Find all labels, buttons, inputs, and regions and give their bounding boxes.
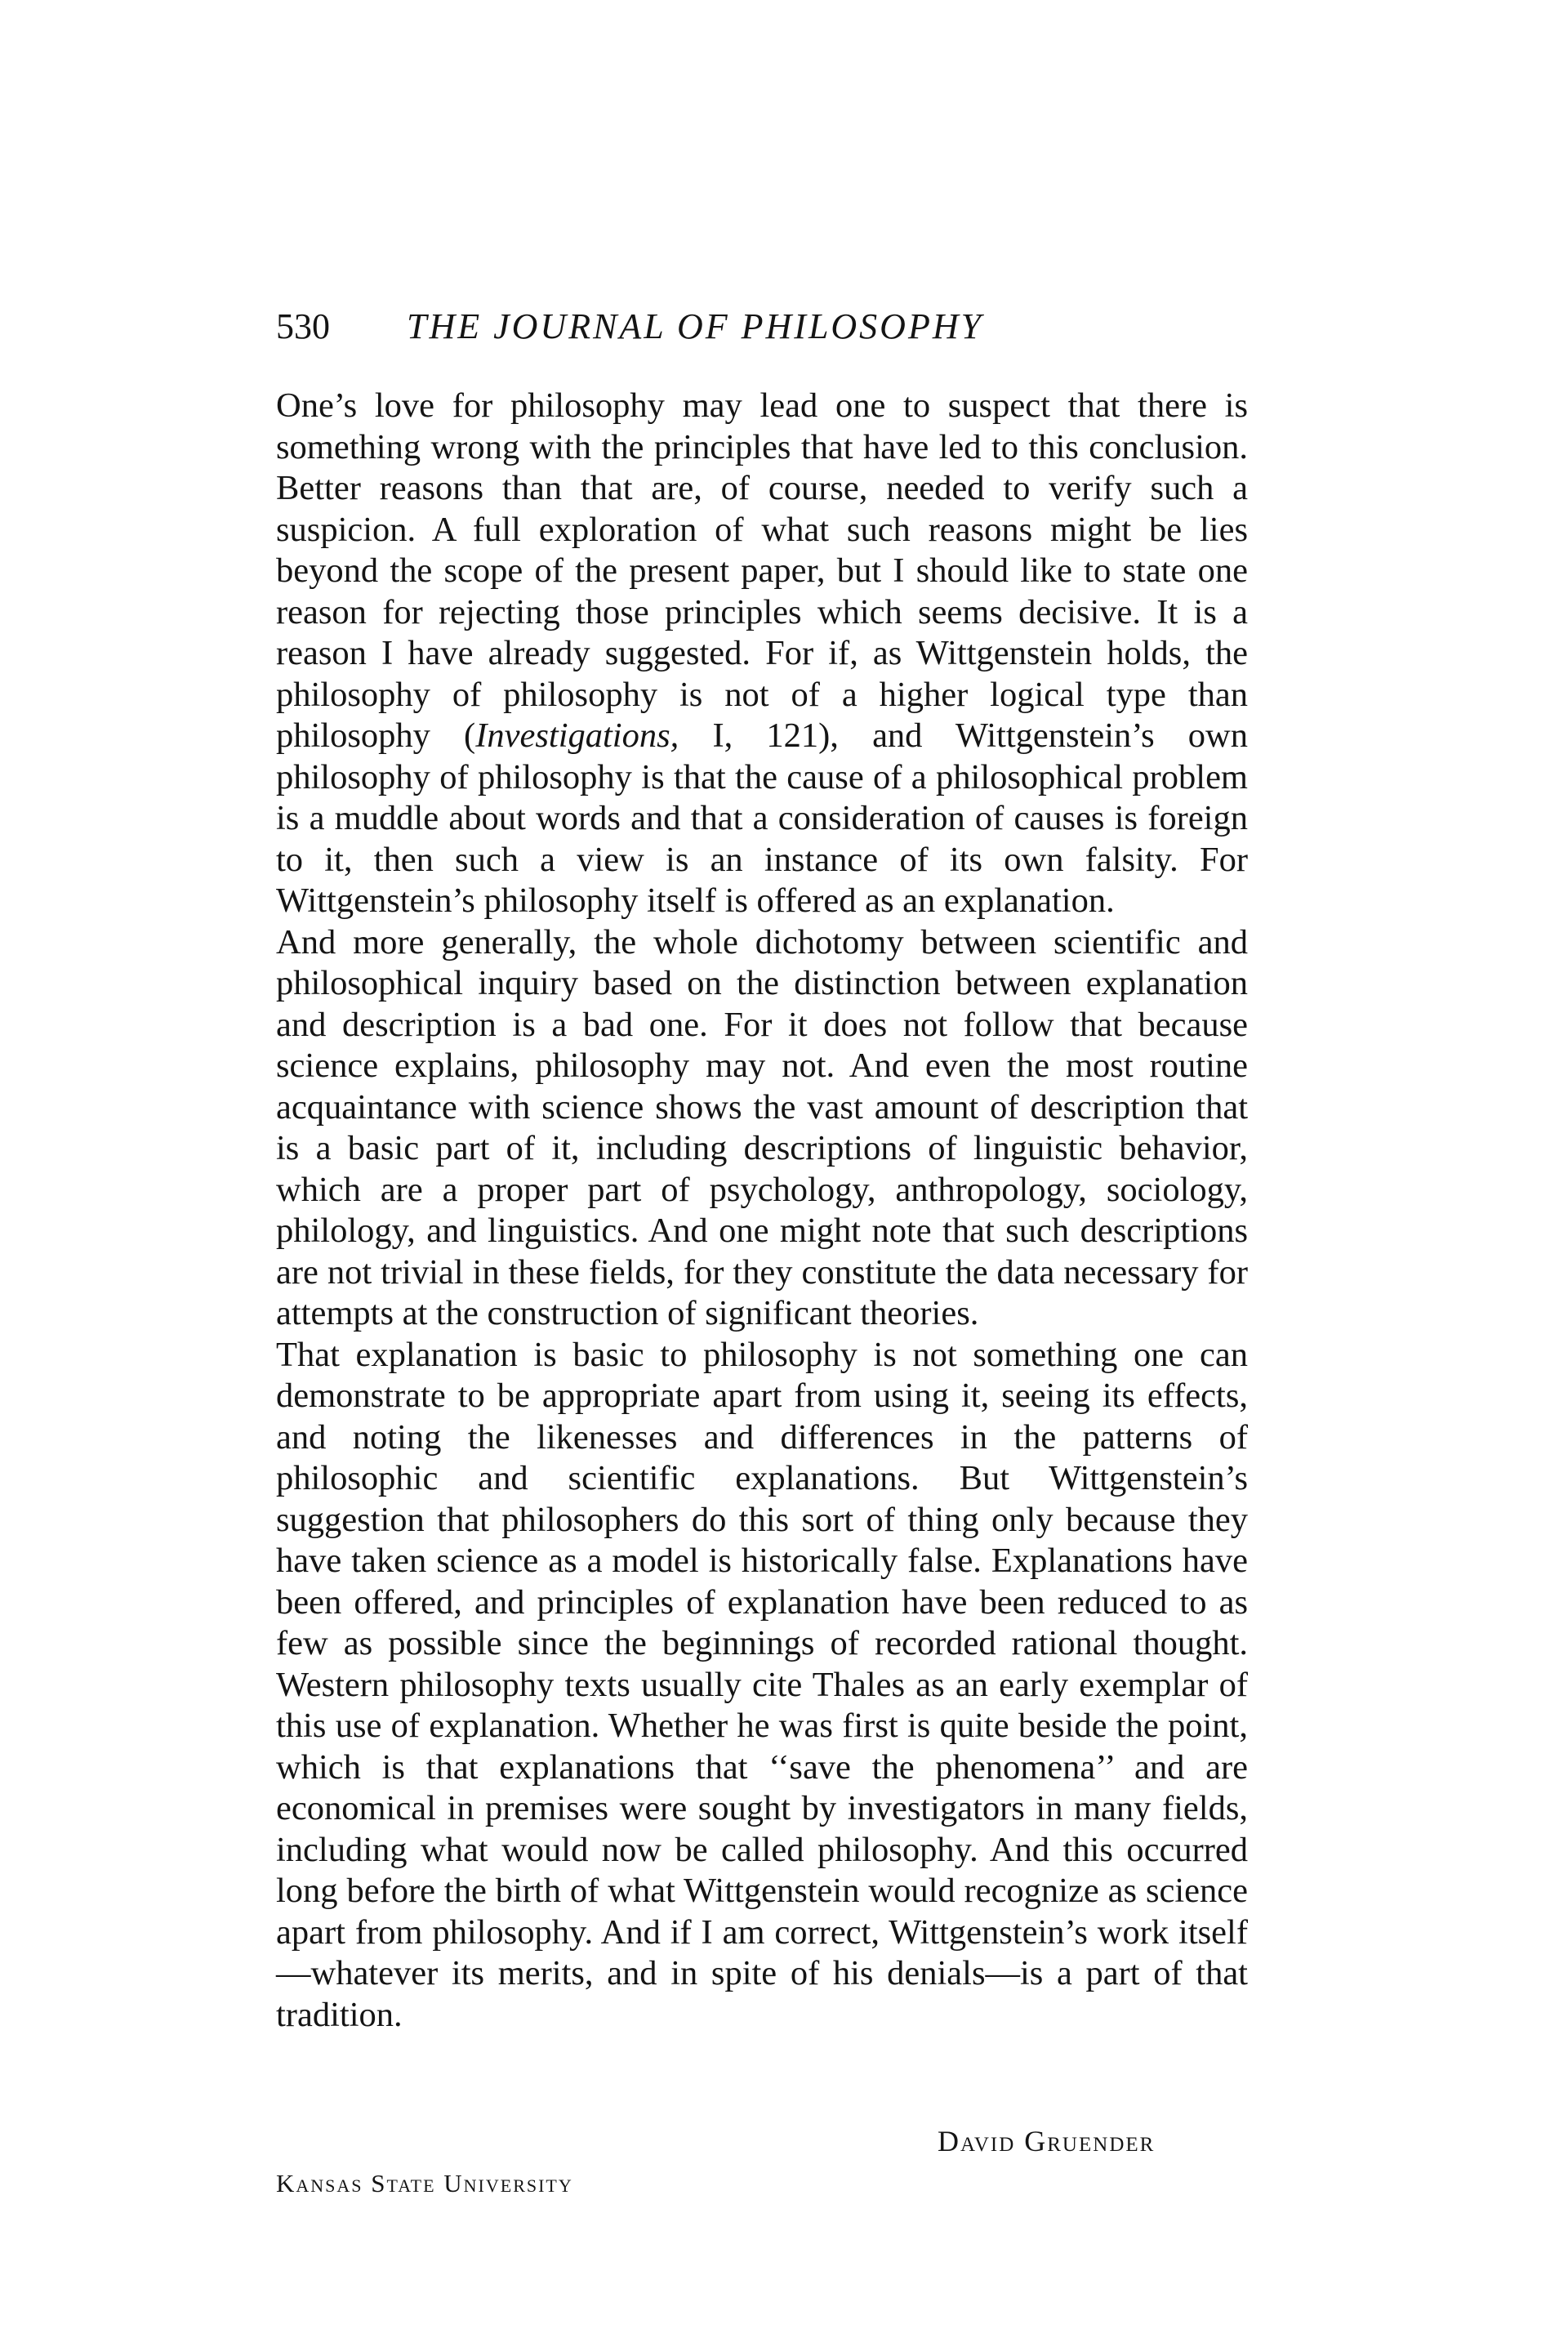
paragraph-2: And more generally, the whole dichotomy between scientific and philosophical inquiry based on the distinction between explanation and description is a bad one. For it does not follow that because science explains, philosophy may not. And even the most routine acquaintance with science shows the vast amount of description that is a basic part of it, including descriptions of linguistic behavior, which are a proper part of psychology, anthropology, sociology, philology, and linguistics. And one might note that such descriptions are not trivial in these fields, for they constitute the data necessary for attempts at the construction of significant theories. bbox=[276, 922, 1248, 1332]
paragraph-1-italic: Investigations, bbox=[475, 716, 679, 755]
paragraph-3: That explanation is basic to philosophy is not something one can demonstrate to be appropriate apart from using it, seeing its effects, and noting the likenesses and differences in the patterns of philosophic and scientific explanations. But Wittgenstein’s suggestion that philosophers do this sort of thing only because they have taken science as a model is historically false. Explanations have been offered, and principles of explanation have been reduced to as few as possible since the beginnings of recorded rational thought. Western philosophy texts usually cite Thales as an early exemplar of this use of explanation. Whether he was first is quite beside the point, which is that explanations that ‘‘save the phenomena’’ and are economical in premises were sought by investigators in many fields, including what would now be called philosophy. And this occurred long before the birth of what Wittgenstein would recognize as science apart from philosophy. And if I am correct, Wittgenstein’s work itself—whatever its merits, and in spite of his denials—is a part of that tradition. bbox=[276, 1335, 1248, 2034]
paragraph-1-text-a: One’s love for philosophy may lead one to suspect that there is something wrong with the principles that have led to this conclusion. Better reasons than that are, of course, needed to verify such a suspicion. A full exploration of what such reasons might be lies beyond the scope of the present paper, but I should like to state one reason for rejecting those principles which seems decisive. It is a reason I have already suggested. For if, as Wittgenstein holds, the philosophy of philosophy is not of a higher logical type than philosophy ( bbox=[276, 386, 1248, 755]
running-head bbox=[276, 302, 1248, 351]
author-affiliation: Kansas State University bbox=[276, 2169, 573, 2197]
paragraph-1-text-b: I, 121), and Wittgenstein’s own philosophy of philosophy is that the cause of a philosophical problem is a muddle about words and that a consideration of causes is foreign to it, then such a view is an instance of its own falsity. For Wittgenstein’s philosophy itself is offered as an explanation. bbox=[276, 716, 1248, 920]
journal-title: THE JOURNAL OF PHILOSOPHY bbox=[407, 306, 984, 346]
author-signature: David Gruender bbox=[938, 2125, 1156, 2157]
page-number: 530 bbox=[276, 306, 330, 346]
page bbox=[276, 302, 1248, 2036]
paragraph-1 bbox=[276, 386, 1248, 922]
article-body bbox=[276, 386, 1248, 2036]
